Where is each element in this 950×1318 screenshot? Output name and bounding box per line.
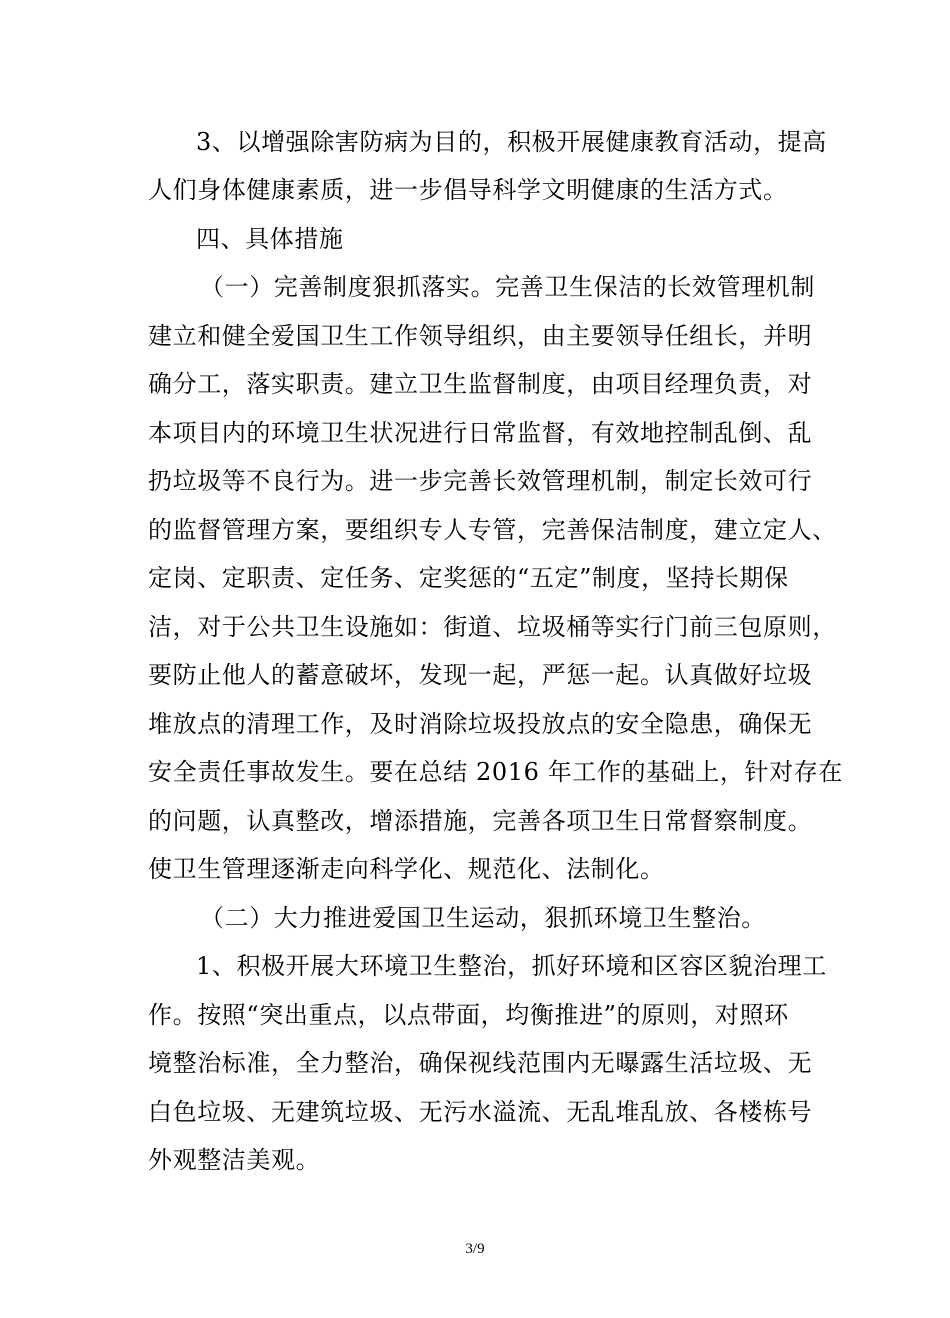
section-heading: 四、具体措施 [196,225,344,253]
text-line: 安全责任事故发生。要在总结 2016 年工作的基础上，针对存在 [148,758,843,786]
subsection-heading: （一）完善制度狠抓落实。完善卫生保洁的长效管理机制 [200,273,815,301]
text-line: 定岗、定职责、定任务、定奖惩的“五定”制度，坚持长期保 [148,564,789,592]
text-line: 3、以增强除害防病为目的，积极开展健康教育活动，提高 [196,128,827,156]
text-line: 作。按照“突出重点，以点带面，均衡推进”的原则，对照环 [148,1001,789,1029]
text-line: 堆放点的清理工作，及时消除垃圾投放点的安全隐患，确保无 [148,710,813,738]
text-line: 外观整洁美观。 [148,1146,321,1174]
text-line: 扔垃圾等不良行为。进一步完善长效管理机制，制定长效可行 [148,467,813,495]
text-line: 人们身体健康素质，进一步倡导科学文明健康的生活方式。 [148,176,788,204]
text-line: 建立和健全爱国卫生工作领导组织，由主要领导任组长，并明 [148,322,813,350]
text-line: 境整治标准，全力整治，确保视线范围内无曝露生活垃圾、无 [148,1049,813,1077]
text-line: 白色垃圾、无建筑垃圾、无污水溢流、无乱堆乱放、各楼栋号 [148,1098,813,1126]
text-line: 使卫生管理逐渐走向科学化、规范化、法制化。 [148,855,665,883]
text-line: 的问题，认真整改，增添措施，完善各项卫生日常督察制度。 [148,807,813,835]
text-line: 本项目内的环境卫生状况进行日常监督，有效地控制乱倒、乱 [148,419,813,447]
page-number: 3/9 [465,1241,485,1257]
text-line: 的监督管理方案，要组织专人专管，完善保洁制度，建立定人、 [148,516,837,544]
text-line: 确分工，落实职责。建立卫生监督制度，由项目经理负责，对 [148,370,813,398]
subsection-heading: （二）大力推进爱国卫生运动，狠抓环境卫生整治。 [200,904,766,932]
text-line: 洁，对于公共卫生设施如：街道、垃圾桶等实行门前三包原则， [148,613,837,641]
text-line: 要防止他人的蓄意破坏，发现一起，严惩一起。认真做好垃圾 [148,661,813,689]
text-line: 1、积极开展大环境卫生整治，抓好环境和区容区貌治理工 [196,952,827,980]
